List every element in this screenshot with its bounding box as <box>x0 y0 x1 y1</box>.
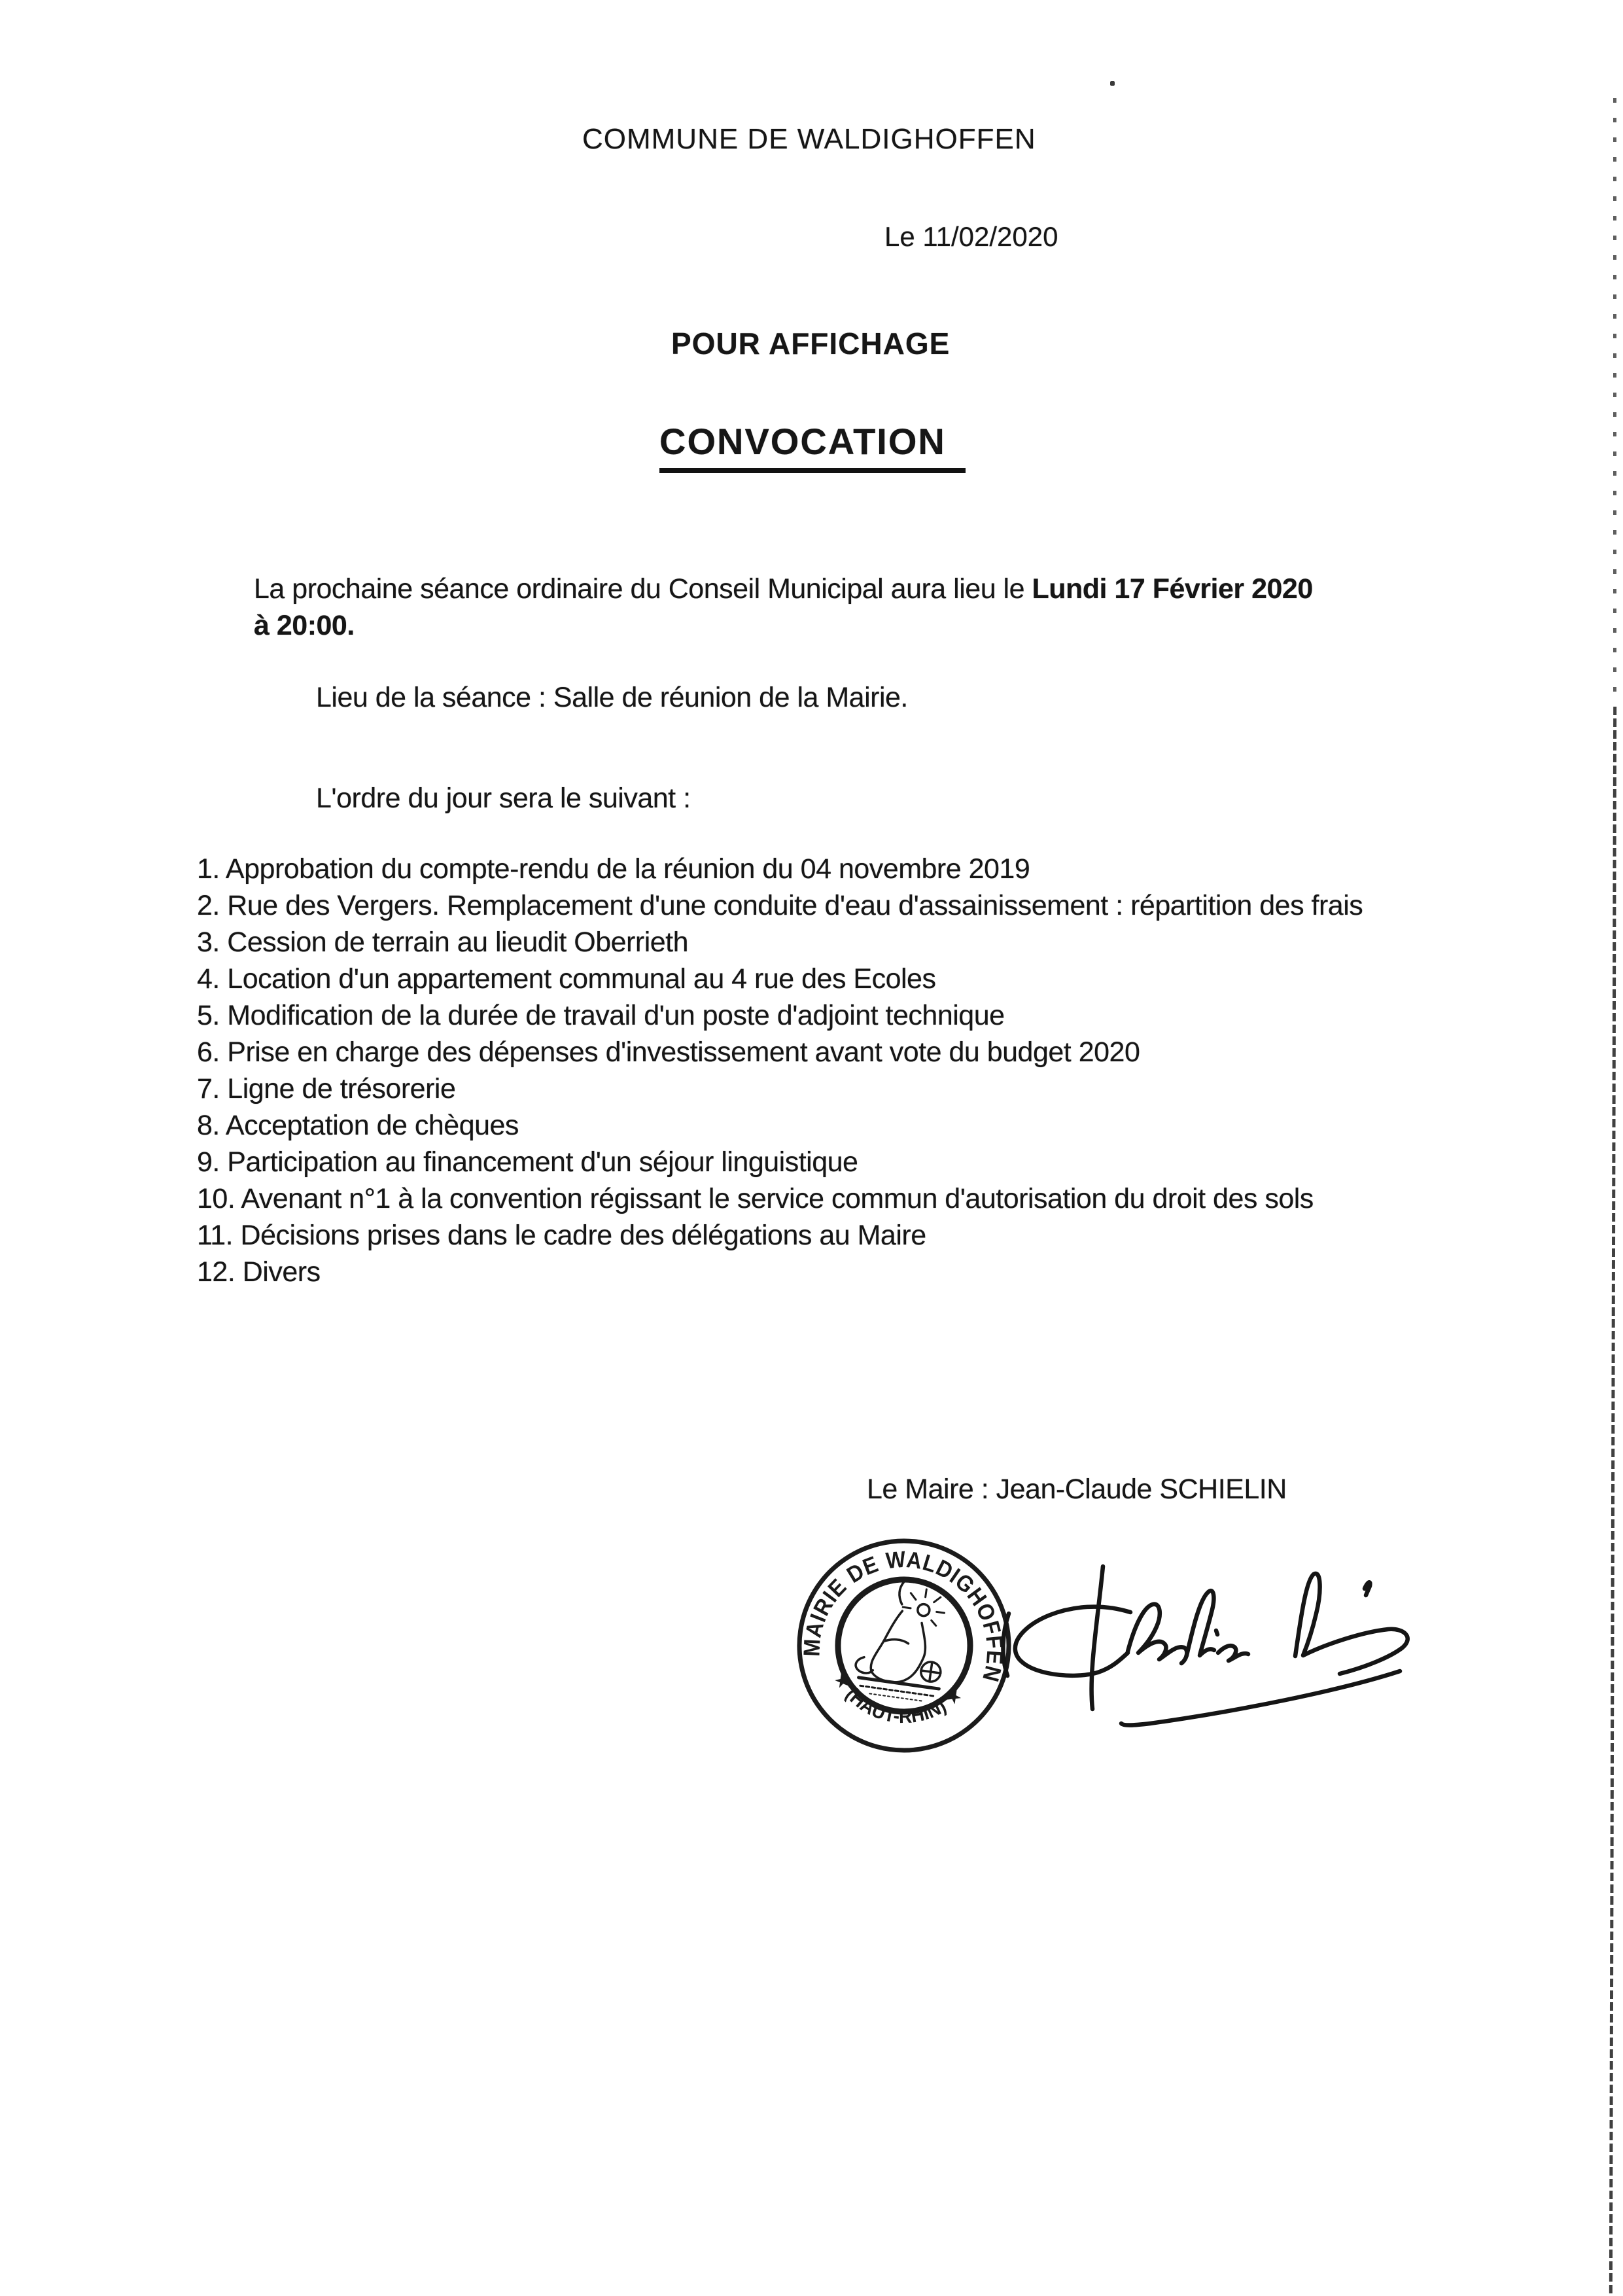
seal-emblem <box>852 1577 952 1703</box>
meeting-location-line: Lieu de la séance : Salle de réunion de la Mairie. <box>316 682 908 713</box>
agenda-item: 12. Divers <box>197 1256 321 1288</box>
agenda-item: 1. Approbation du compte-rendu de la réunion du 04 novembre 2019 <box>197 853 1030 885</box>
agenda-item: 9. Participation au financement d'un séjour linguistique <box>197 1146 858 1178</box>
intro-meeting-date: Lundi 17 Février 2020 <box>1032 573 1313 605</box>
display-notice-label: POUR AFFICHAGE <box>671 327 951 361</box>
agenda-item: 7. Ligne de trésorerie <box>197 1073 456 1104</box>
agenda-item: 4. Location d'un appartement communal au 4 rue des Ecoles <box>197 963 936 995</box>
scan-artifact-speck <box>1110 81 1115 86</box>
agenda-list <box>197 851 1427 1290</box>
agenda-item: 3. Cession de terrain au lieudit Oberrieth <box>197 927 689 958</box>
seal-bottom-text: ★ (HAUT-RHIN) ★ <box>829 1668 968 1728</box>
agenda-intro-line: L'ordre du jour sera le suivant : <box>316 783 691 814</box>
agenda-item: 5. Modification de la durée de travail d'un poste d'adjoint technique <box>197 1000 1005 1031</box>
agenda-item: 11. Décisions prises dans le cadre des délégations au Maire <box>197 1220 926 1251</box>
municipal-seal-stamp-icon <box>778 1520 1030 1771</box>
intro-paragraph <box>254 571 1497 644</box>
agenda-item: 8. Acceptation de chèques <box>197 1110 519 1141</box>
agenda-item: 6. Prise en charge des dépenses d'investissement avant vote du budget 2020 <box>197 1036 1140 1068</box>
document-title: CONVOCATION <box>659 420 966 473</box>
intro-text: La prochaine séance ordinaire du Conseil Municipal aura lieu le <box>254 573 1032 605</box>
mayor-handwritten-signature-icon <box>1000 1515 1431 1751</box>
seal-top-text: MAIRIE DE WALDIGHOFFEN <box>799 1546 1008 1686</box>
mayor-signature-caption: Le Maire : Jean-Claude SCHIELIN <box>867 1474 1287 1505</box>
agenda-item: 2. Rue des Vergers. Remplacement d'une conduite d'eau d'assainissement : répartition des frais <box>197 890 1363 921</box>
commune-header-title: COMMUNE DE WALDIGHOFFEN <box>582 123 1036 155</box>
document-date: Le 11/02/2020 <box>884 221 1058 252</box>
agenda-item: 10. Avenant n°1 à la convention régissant le service commun d'autorisation du droit des sols <box>197 1183 1314 1214</box>
intro-meeting-time: à 20:00. <box>254 610 355 641</box>
scan-artifact-dashed-edge <box>1613 98 1616 707</box>
scan-artifact-edge-line <box>1609 707 1616 2296</box>
